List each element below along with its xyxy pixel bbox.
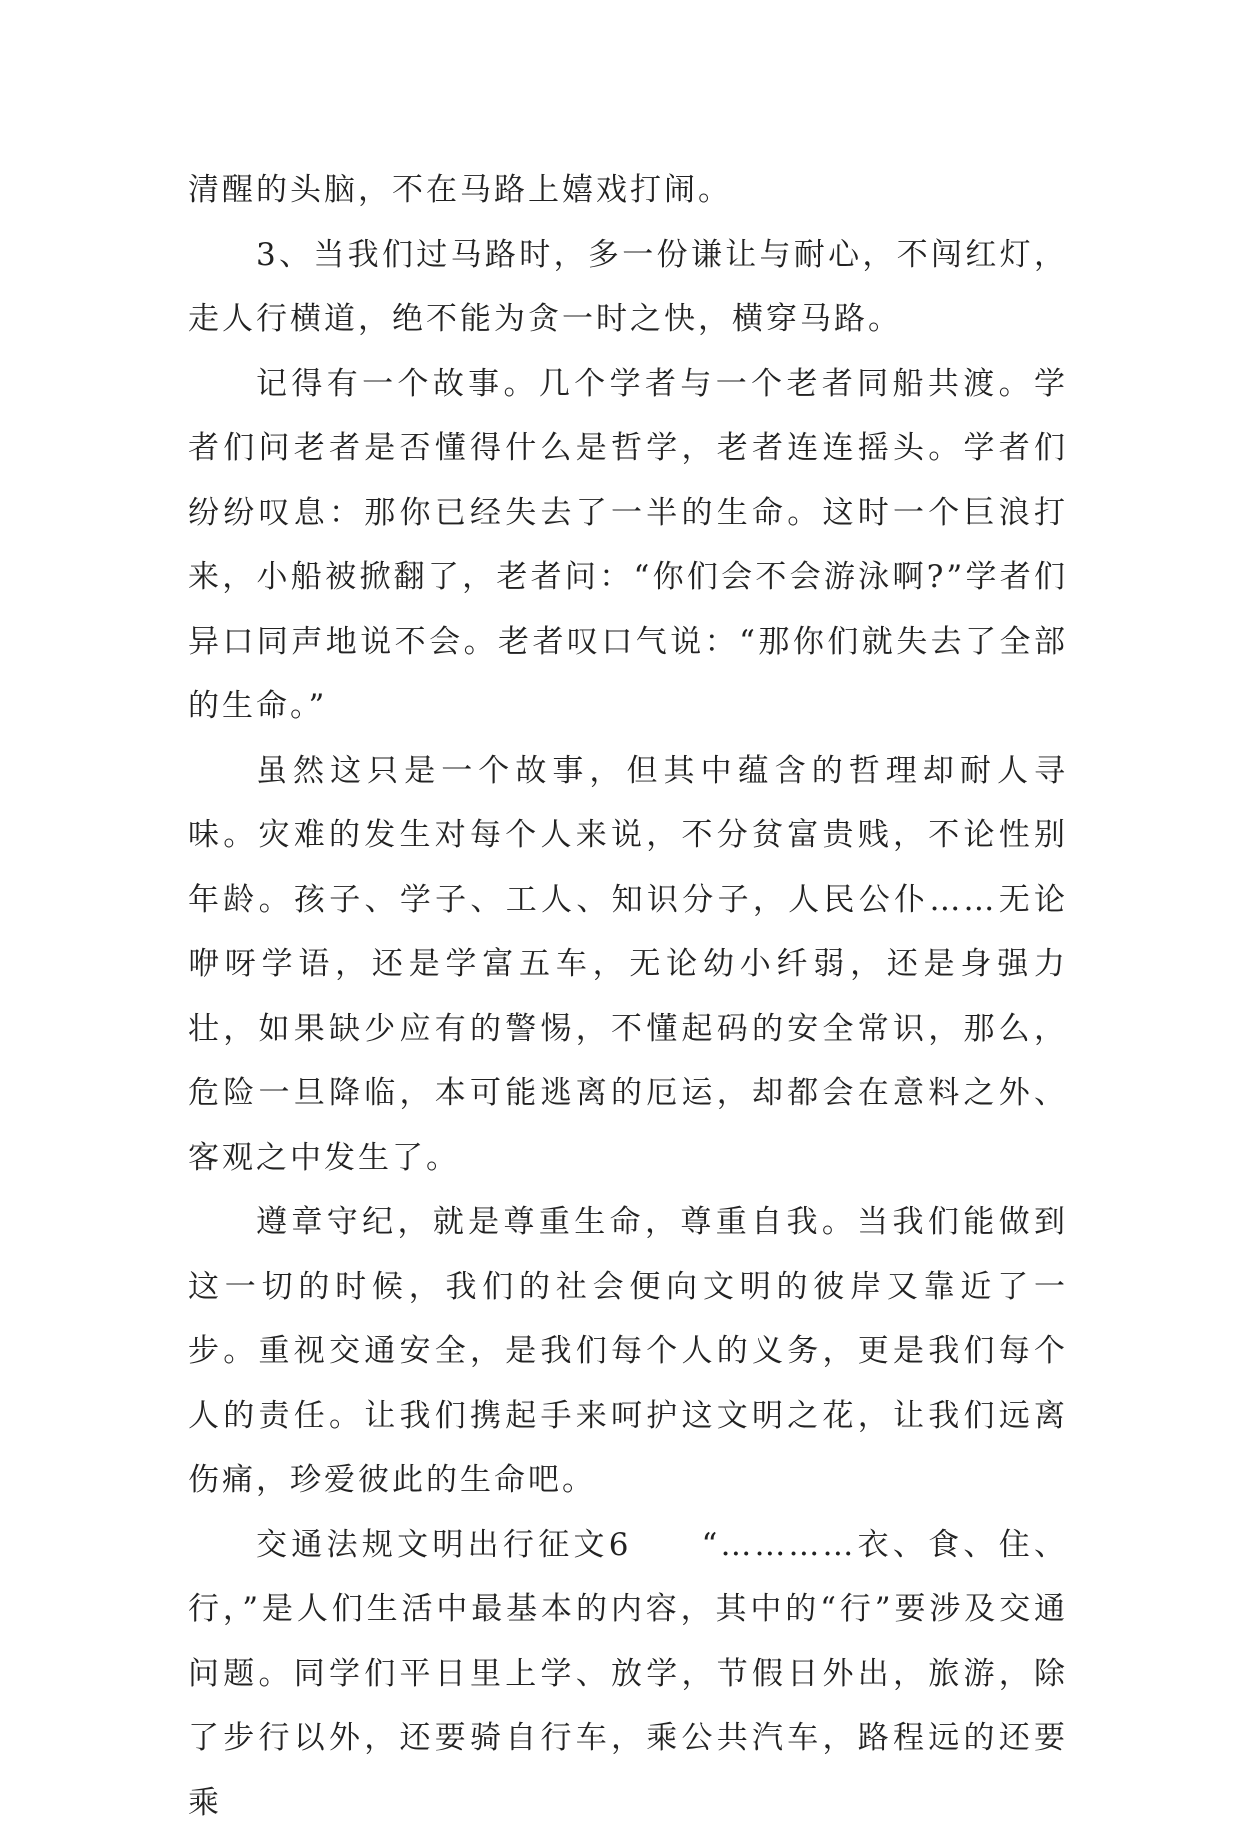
paragraph-4: 虽然这只是一个故事，但其中蕴含的哲理却耐人寻味。灾难的发生对每个人来说，不分贫富贵贱，不论性别年龄。孩子、学子、工人、知识分子，人民公仆……无论咿呀学语，还是学富五车，无论幼小纤弱，还是身强力壮，如果缺少应有的警惕，不懂起码的安全常识，那么，危险一旦降临，本可能逃离的厄运，却都会在意料之外、客观之中发生了。 (188, 739, 1068, 1191)
paragraph-2: 3、当我们过马路时，多一份谦让与耐心，不闯红灯，走人行横道，绝不能为贪一时之快，横穿马路。 (188, 223, 1068, 352)
paragraph-6 (188, 1513, 1068, 1835)
document-body (188, 158, 1068, 1835)
paragraph-5: 遵章守纪，就是尊重生命，尊重自我。当我们能做到这一切的时候，我们的社会便向文明的彼岸又靠近了一步。重视交通安全，是我们每个人的义务，更是我们每个人的责任。让我们携起手来呵护这文明之花，让我们远离伤痛，珍爱彼此的生命吧。 (188, 1190, 1068, 1513)
essay-body-start: “…………衣、食、住、行，”是人们生活中最基本的内容，其中的“行”要涉及交通问题。同学们平日里上学、放学，节假日外出，旅游，除了步行以外，还要骑自行车，乘公共汽车，路程远的还要乘 (188, 1527, 1068, 1821)
paragraph-3: 记得有一个故事。几个学者与一个老者同船共渡。学者们问老者是否懂得什么是哲学，老者连连摇头。学者们纷纷叹息：那你已经失去了一半的生命。这时一个巨浪打来，小船被掀翻了，老者问：“你们会不会游泳啊?”学者们异口同声地说不会。老者叹口气说：“那你们就失去了全部的生命。” (188, 352, 1068, 739)
paragraph-1: 清醒的头脑，不在马路上嬉戏打闹。 (188, 158, 1068, 223)
essay-title: 交通法规文明出行征文6 (256, 1527, 631, 1563)
